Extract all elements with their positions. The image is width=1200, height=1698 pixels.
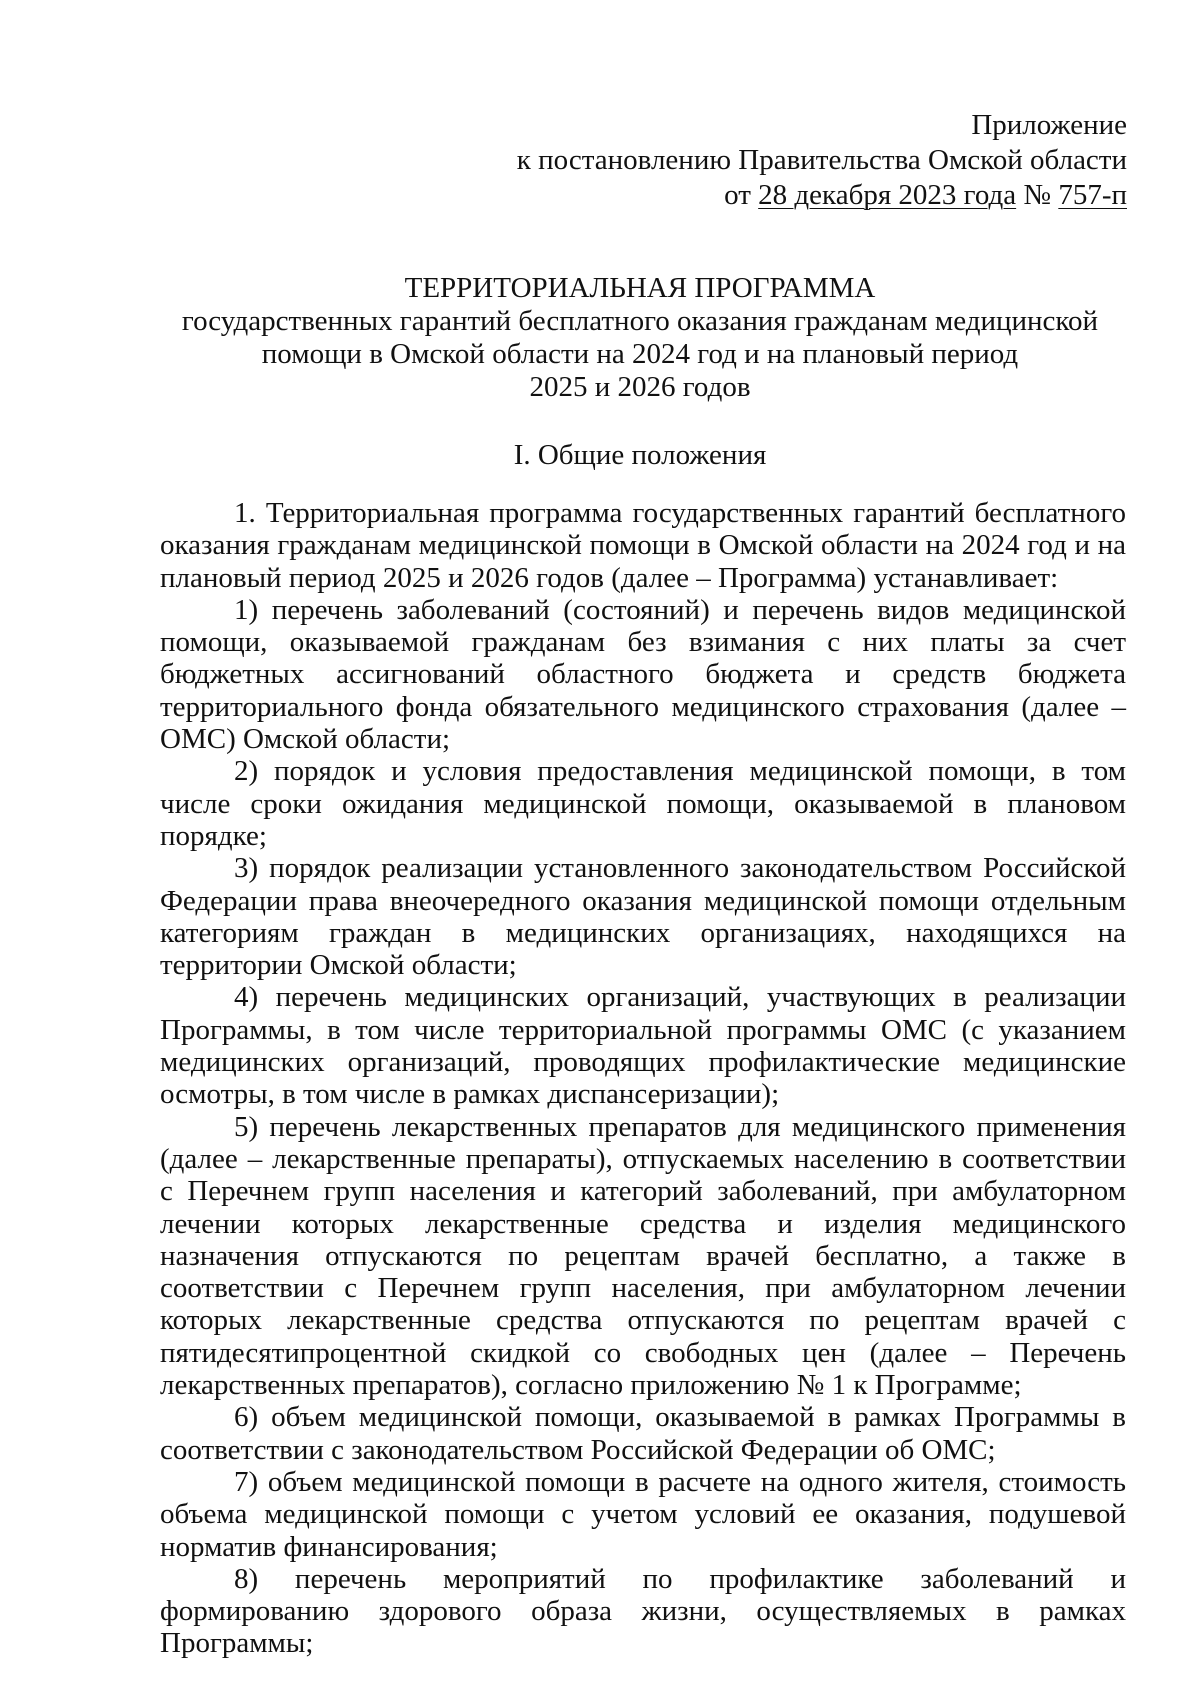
- paragraph-1: 1. Территориальная программа государственных гарантий бесплатного оказания гражданам медицинской помощи в Омской области на 2024 год и на плановый период 2025 и 2026 годов (далее – Программа) устанавливает:: [160, 497, 1126, 594]
- title-line-3: помощи в Омской области на 2024 год и на плановый период: [261, 338, 1019, 370]
- resolution-number: 757-п: [1058, 179, 1127, 211]
- list-item-4: 4) перечень медицинских организаций, участвующих в реализации Программы, в том числе территориальной программы ОМС (с указанием медицинских организаций, проводящих профилактические медицинские осмотры, в том числе в рамках диспансеризации);: [160, 981, 1126, 1111]
- title-line-1: ТЕРРИТОРИАЛЬНАЯ ПРОГРАММА: [404, 272, 876, 304]
- list-item-1: 1) перечень заболеваний (состояний) и перечень видов медицинской помощи, оказываемой гражданам без взимания с них платы за счет бюджетных ассигнований областного бюджета и средств бюджета территориального фонда обязательного медицинского страхования (далее – ОМС) Омской области;: [160, 593, 1126, 756]
- appendix-header: [517, 108, 1127, 213]
- title-line-4: 2025 и 2026 годов: [529, 371, 751, 403]
- appendix-resolution: к постановлению Правительства Омской области: [516, 144, 1127, 176]
- appendix-date-line: [517, 178, 1127, 213]
- title-line-2: государственных гарантий бесплатного оказания гражданам медицинской: [181, 305, 1099, 337]
- document-body: [160, 497, 1126, 1660]
- list-item-6: 6) объем медицинской помощи, оказываемой в рамках Программы в соответствии с законодательством Российской Федерации об ОМС;: [160, 1401, 1126, 1466]
- appendix-label: Приложение: [971, 109, 1127, 141]
- document-title: [130, 272, 1150, 404]
- date-prefix: от: [724, 179, 759, 211]
- list-item-2: 2) порядок и условия предоставления медицинской помощи, в том числе сроки ожидания медицинской помощи, оказываемой в плановом порядке;: [160, 755, 1126, 852]
- number-prefix: №: [1016, 179, 1059, 211]
- resolution-date: 28 декабря 2023 года: [758, 179, 1017, 211]
- list-item-3: 3) порядок реализации установленного законодательством Российской Федерации права внеочередного оказания медицинской помощи отдельным категориям граждан в медицинских организациях, находящихся на территории Омской области;: [160, 852, 1126, 982]
- list-item-7: 7) объем медицинской помощи в расчете на одного жителя, стоимость объема медицинской помощи с учетом условий ее оказания, подушевой норматив финансирования;: [160, 1465, 1126, 1563]
- list-item-5: 5) перечень лекарственных препаратов для медицинского применения (далее – лекарственные препараты), отпускаемых населению в соответствии с Перечнем групп населения и категорий заболеваний, при амбулаторном лечении которых лекарственные средства и изделия медицинского назначения отпускаются по рецептам врачей бесплатно, а также в соответствии с Перечнем групп населения, при амбулаторном лечении которых лекарственные средства отпускаются по рецептам врачей с пятидесятипроцентной скидкой со свободных цен (далее – Перечень лекарственных препаратов), согласно приложению № 1 к Программе;: [160, 1110, 1126, 1402]
- section-heading: I. Общие положения: [513, 439, 767, 471]
- list-item-8: 8) перечень мероприятий по профилактике заболеваний и формированию здорового образа жизни, осуществляемых в рамках Программы;: [160, 1562, 1126, 1660]
